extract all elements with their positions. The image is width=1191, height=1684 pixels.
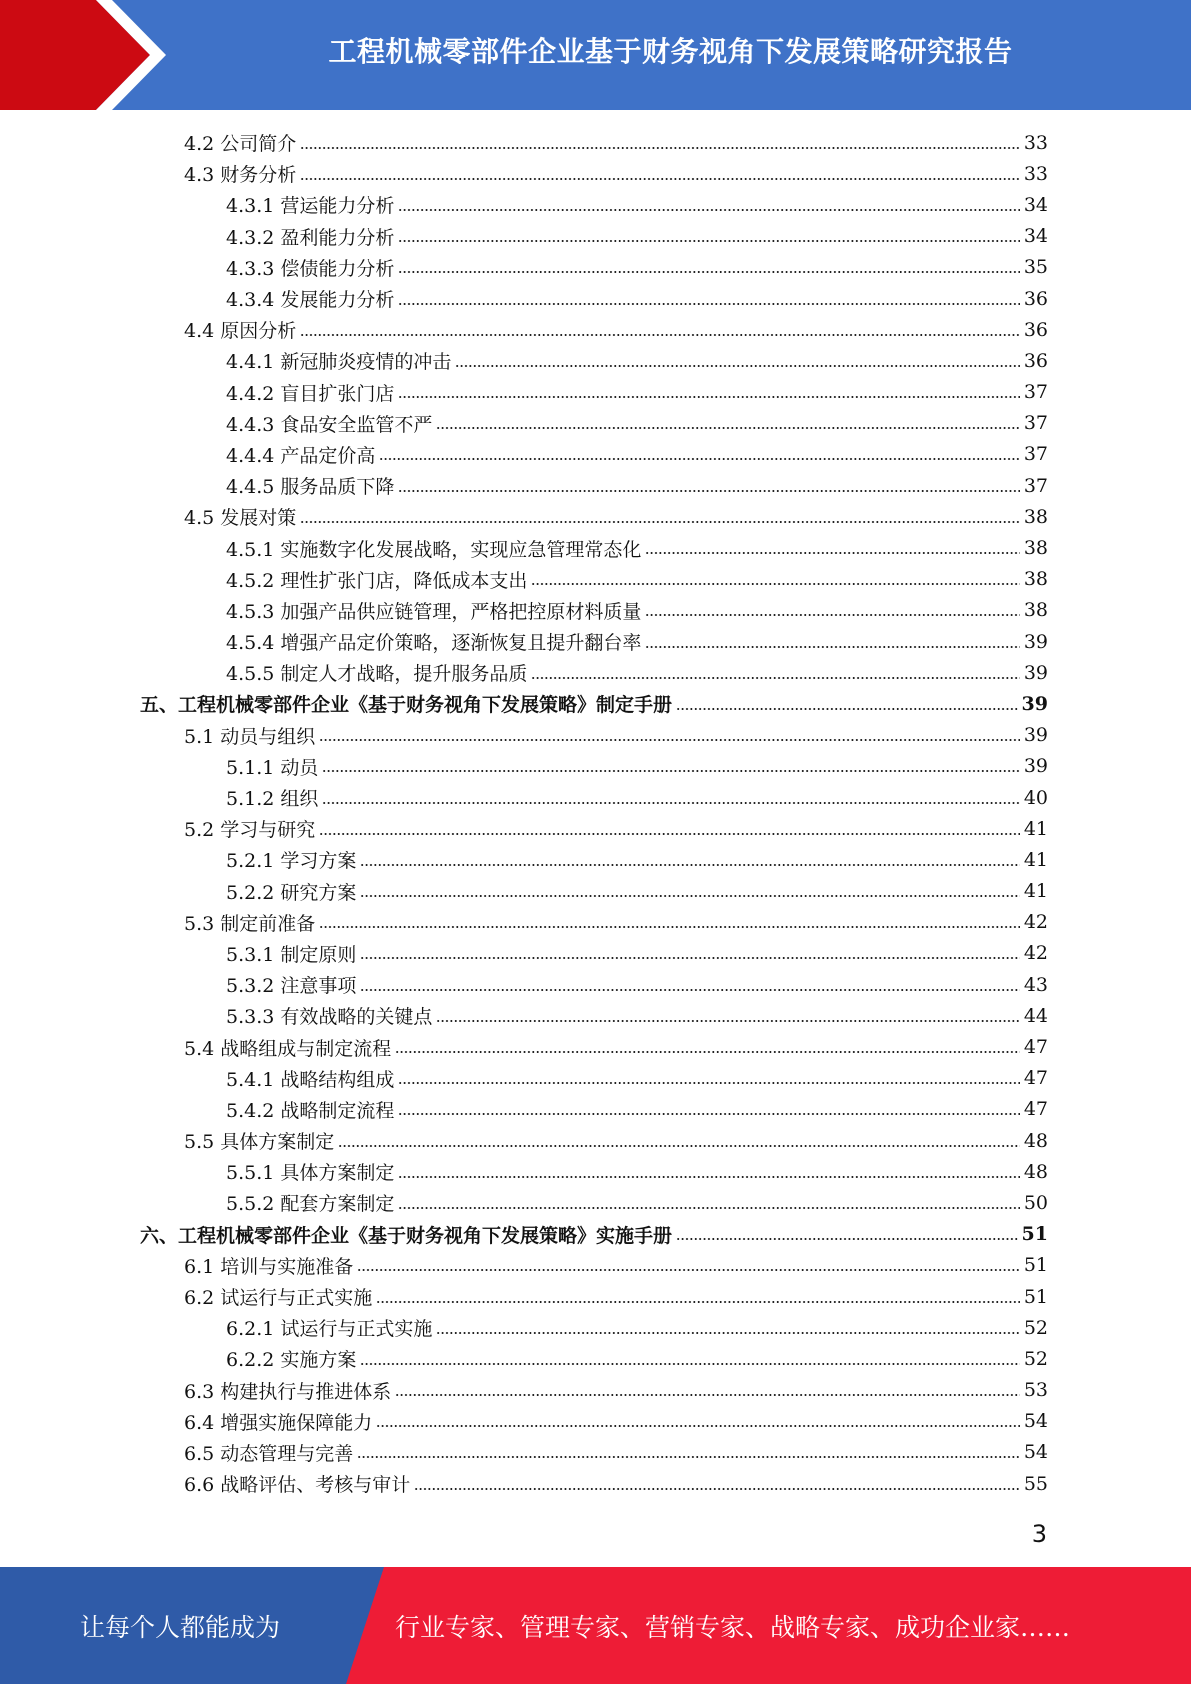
toc-entry[interactable] bbox=[140, 720, 1048, 751]
toc-entry-page: 39 bbox=[1023, 724, 1048, 747]
page-footer bbox=[0, 1567, 1191, 1684]
toc-entry[interactable] bbox=[140, 1343, 1048, 1374]
report-title: 工程机械零部件企业基于财务视角下发展策略研究报告 bbox=[328, 35, 1013, 68]
toc-entry-page: 44 bbox=[1023, 1004, 1048, 1027]
toc-entry-page: 48 bbox=[1023, 1129, 1048, 1152]
toc-entry-label: 5.1 动员与组织 bbox=[184, 722, 317, 749]
toc-entry-label: 6.5 动态管理与完善 bbox=[184, 1439, 355, 1466]
toc-entry-page: 51 bbox=[1021, 1223, 1048, 1246]
toc-entry-page: 39 bbox=[1023, 661, 1048, 684]
toc-entry-label: 4.5.3 加强产品供应链管理，严格把控原材料质量 bbox=[226, 597, 643, 624]
footer-slogan-right: 行业专家、管理专家、营销专家、战略专家、成功企业家…… bbox=[395, 1612, 1071, 1642]
toc-entry[interactable] bbox=[140, 470, 1048, 501]
toc-entry[interactable] bbox=[140, 314, 1048, 345]
toc-dot-leader bbox=[376, 1299, 1020, 1305]
toc-entry[interactable] bbox=[140, 657, 1048, 688]
toc-entry-page: 33 bbox=[1023, 131, 1048, 154]
toc-dot-leader bbox=[398, 207, 1019, 213]
toc-entry-label: 5.5.1 具体方案制定 bbox=[226, 1158, 396, 1185]
toc-entry-label: 5.3 制定前准备 bbox=[184, 909, 317, 936]
toc-entry-page: 55 bbox=[1023, 1472, 1048, 1495]
toc-entry-label: 4.5.5 制定人才战略，提升服务品质 bbox=[226, 659, 529, 686]
toc-entry-page: 47 bbox=[1023, 1098, 1048, 1121]
toc-dot-leader bbox=[360, 893, 1019, 899]
toc-entry[interactable] bbox=[140, 221, 1048, 252]
table-of-contents bbox=[140, 127, 1048, 1499]
toc-entry-page: 36 bbox=[1023, 349, 1048, 372]
toc-dot-leader bbox=[414, 1486, 1020, 1492]
toc-dot-leader bbox=[436, 425, 1019, 431]
toc-entry-label: 5.4 战略组成与制定流程 bbox=[184, 1034, 393, 1061]
toc-entry-label: 5.5 具体方案制定 bbox=[184, 1127, 336, 1154]
toc-entry[interactable] bbox=[140, 1000, 1048, 1031]
toc-entry-label: 5.2 学习与研究 bbox=[184, 815, 317, 842]
toc-dot-leader bbox=[398, 1111, 1019, 1117]
toc-dot-leader bbox=[357, 1454, 1020, 1460]
toc-entry-page: 47 bbox=[1023, 1036, 1048, 1059]
toc-entry[interactable] bbox=[140, 1250, 1048, 1281]
toc-entry-label: 4.3 财务分析 bbox=[184, 160, 298, 187]
toc-entry-page: 38 bbox=[1023, 505, 1048, 528]
toc-dot-leader bbox=[398, 301, 1019, 307]
toc-entry-page: 38 bbox=[1023, 599, 1048, 622]
toc-entry[interactable] bbox=[140, 158, 1048, 189]
toc-entry-label: 4.5.4 增强产品定价策略，逐渐恢复且提升翻台率 bbox=[226, 628, 643, 655]
toc-entry-label: 5.3.2 注意事项 bbox=[226, 971, 358, 998]
toc-entry[interactable] bbox=[140, 813, 1048, 844]
toc-entry[interactable] bbox=[140, 1281, 1048, 1312]
toc-dot-leader bbox=[319, 737, 1020, 743]
toc-entry-label: 五、工程机械零部件企业《基于财务视角下发展策略》制定手册 bbox=[140, 690, 674, 717]
toc-dot-leader bbox=[319, 831, 1020, 837]
toc-entry-label: 6.6 战略评估、考核与审计 bbox=[184, 1470, 412, 1497]
toc-entry-label: 4.3.2 盈利能力分析 bbox=[226, 223, 396, 250]
toc-entry[interactable] bbox=[140, 345, 1048, 376]
toc-entry-label: 5.4.2 战略制定流程 bbox=[226, 1096, 396, 1123]
toc-entry-page: 53 bbox=[1023, 1379, 1048, 1402]
toc-entry-page: 34 bbox=[1023, 193, 1048, 216]
toc-dot-leader bbox=[360, 987, 1019, 993]
toc-entry-label: 5.2.1 学习方案 bbox=[226, 846, 358, 873]
toc-entry-label: 6.2.1 试运行与正式实施 bbox=[226, 1314, 434, 1341]
toc-entry-page: 39 bbox=[1023, 755, 1048, 778]
toc-dot-leader bbox=[300, 176, 1020, 182]
toc-entry[interactable] bbox=[140, 626, 1048, 657]
toc-entry[interactable] bbox=[140, 1406, 1048, 1437]
toc-entry-label: 4.2 公司简介 bbox=[184, 129, 298, 156]
toc-dot-leader bbox=[455, 363, 1019, 369]
toc-entry[interactable] bbox=[140, 408, 1048, 439]
toc-entry[interactable] bbox=[140, 377, 1048, 408]
toc-entry[interactable] bbox=[140, 1375, 1048, 1406]
toc-entry-label: 5.3.3 有效战略的关键点 bbox=[226, 1002, 434, 1029]
toc-entry[interactable] bbox=[140, 876, 1048, 907]
toc-entry-page: 41 bbox=[1023, 817, 1048, 840]
toc-entry-label: 4.3.4 发展能力分析 bbox=[226, 285, 396, 312]
toc-entry-label: 4.4.2 盲目扩张门店 bbox=[226, 379, 396, 406]
toc-dot-leader bbox=[676, 1236, 1018, 1242]
toc-entry-page: 48 bbox=[1023, 1160, 1048, 1183]
toc-dot-leader bbox=[338, 1143, 1020, 1149]
toc-entry[interactable] bbox=[140, 1468, 1048, 1499]
toc-entry[interactable] bbox=[140, 1094, 1048, 1125]
toc-dot-leader bbox=[395, 1392, 1020, 1398]
toc-dot-leader bbox=[398, 394, 1019, 400]
toc-dot-leader bbox=[398, 1080, 1019, 1086]
toc-dot-leader bbox=[531, 581, 1019, 587]
toc-entry-label: 4.4.4 产品定价高 bbox=[226, 441, 377, 468]
toc-dot-leader bbox=[645, 550, 1019, 556]
toc-entry-label: 4.4 原因分析 bbox=[184, 316, 298, 343]
toc-entry-label: 5.3.1 制定原则 bbox=[226, 940, 358, 967]
toc-entry[interactable] bbox=[140, 1156, 1048, 1187]
toc-entry[interactable] bbox=[140, 252, 1048, 283]
toc-entry-page: 51 bbox=[1023, 1254, 1048, 1277]
toc-dot-leader bbox=[531, 675, 1019, 681]
toc-entry[interactable] bbox=[140, 532, 1048, 563]
toc-dot-leader bbox=[357, 1267, 1020, 1273]
toc-dot-leader bbox=[398, 269, 1019, 275]
toc-dot-leader bbox=[398, 1174, 1019, 1180]
toc-entry[interactable] bbox=[140, 1063, 1048, 1094]
page-number: 3 bbox=[1031, 1520, 1047, 1548]
toc-entry-page: 54 bbox=[1023, 1410, 1048, 1433]
toc-entry-page: 36 bbox=[1023, 318, 1048, 341]
toc-entry[interactable] bbox=[140, 1437, 1048, 1468]
toc-dot-leader bbox=[645, 644, 1019, 650]
toc-dot-leader bbox=[379, 456, 1019, 462]
toc-entry-label: 6.2 试运行与正式实施 bbox=[184, 1283, 374, 1310]
toc-entry[interactable] bbox=[140, 751, 1048, 782]
toc-entry-page: 42 bbox=[1023, 942, 1048, 965]
toc-dot-leader bbox=[322, 800, 1019, 806]
toc-entry-label: 5.5.2 配套方案制定 bbox=[226, 1189, 396, 1216]
toc-entry[interactable] bbox=[140, 501, 1048, 532]
toc-entry-page: 51 bbox=[1023, 1285, 1048, 1308]
toc-entry-label: 4.3.3 偿债能力分析 bbox=[226, 254, 396, 281]
toc-entry-page: 52 bbox=[1023, 1316, 1048, 1339]
toc-entry-label: 六、工程机械零部件企业《基于财务视角下发展策略》实施手册 bbox=[140, 1221, 674, 1248]
toc-entry-page: 35 bbox=[1023, 256, 1048, 279]
toc-dot-leader bbox=[376, 1423, 1020, 1429]
toc-entry-page: 47 bbox=[1023, 1067, 1048, 1090]
toc-entry[interactable] bbox=[140, 1187, 1048, 1218]
toc-entry-label: 6.3 构建执行与推进体系 bbox=[184, 1377, 393, 1404]
toc-entry-label: 6.4 增强实施保障能力 bbox=[184, 1408, 374, 1435]
toc-entry-page: 37 bbox=[1023, 474, 1048, 497]
toc-dot-leader bbox=[676, 706, 1018, 712]
toc-dot-leader bbox=[360, 862, 1019, 868]
toc-entry-label: 4.3.1 营运能力分析 bbox=[226, 191, 396, 218]
toc-dot-leader bbox=[300, 332, 1020, 338]
toc-entry-label: 5.1.1 动员 bbox=[226, 753, 320, 780]
toc-entry-page: 42 bbox=[1023, 911, 1048, 934]
toc-entry[interactable] bbox=[140, 1031, 1048, 1062]
toc-entry-page: 37 bbox=[1023, 412, 1048, 435]
toc-entry-page: 52 bbox=[1023, 1347, 1048, 1370]
toc-entry-page: 37 bbox=[1023, 443, 1048, 466]
toc-dot-leader bbox=[436, 1018, 1019, 1024]
toc-entry[interactable] bbox=[140, 969, 1048, 1000]
toc-entry-page: 37 bbox=[1023, 381, 1048, 404]
page-header bbox=[0, 0, 1191, 110]
toc-entry-page: 39 bbox=[1023, 630, 1048, 653]
toc-entry[interactable] bbox=[140, 782, 1048, 813]
toc-entry-page: 41 bbox=[1023, 880, 1048, 903]
toc-entry[interactable] bbox=[140, 564, 1048, 595]
toc-entry-page: 36 bbox=[1023, 287, 1048, 310]
toc-entry-label: 5.4.1 战略结构组成 bbox=[226, 1065, 396, 1092]
toc-entry-page: 38 bbox=[1023, 537, 1048, 560]
toc-entry[interactable] bbox=[140, 189, 1048, 220]
toc-entry-page: 43 bbox=[1023, 973, 1048, 996]
toc-dot-leader bbox=[360, 1361, 1019, 1367]
toc-dot-leader bbox=[645, 612, 1019, 618]
toc-entry-page: 33 bbox=[1023, 162, 1048, 185]
toc-entry[interactable] bbox=[140, 439, 1048, 470]
toc-entry-label: 4.4.5 服务品质下降 bbox=[226, 472, 396, 499]
toc-dot-leader bbox=[360, 955, 1019, 961]
toc-entry-page: 40 bbox=[1023, 786, 1048, 809]
toc-dot-leader bbox=[395, 1049, 1020, 1055]
toc-entry-label: 5.2.2 研究方案 bbox=[226, 878, 358, 905]
toc-entry[interactable] bbox=[140, 844, 1048, 875]
toc-dot-leader bbox=[319, 924, 1020, 930]
toc-entry-page: 50 bbox=[1023, 1191, 1048, 1214]
toc-entry[interactable] bbox=[140, 688, 1048, 719]
toc-entry[interactable] bbox=[140, 1219, 1048, 1250]
toc-entry-page: 38 bbox=[1023, 568, 1048, 591]
toc-entry-label: 5.1.2 组织 bbox=[226, 784, 320, 811]
toc-entry[interactable] bbox=[140, 127, 1048, 158]
toc-entry-label: 6.2.2 实施方案 bbox=[226, 1345, 358, 1372]
toc-entry[interactable] bbox=[140, 283, 1048, 314]
toc-entry[interactable] bbox=[140, 907, 1048, 938]
toc-entry-page: 54 bbox=[1023, 1441, 1048, 1464]
toc-entry-label: 6.1 培训与实施准备 bbox=[184, 1252, 355, 1279]
toc-entry[interactable] bbox=[140, 1125, 1048, 1156]
toc-dot-leader bbox=[398, 488, 1019, 494]
toc-entry[interactable] bbox=[140, 938, 1048, 969]
toc-entry-page: 39 bbox=[1021, 692, 1048, 715]
toc-entry[interactable] bbox=[140, 1312, 1048, 1343]
toc-entry-page: 34 bbox=[1023, 225, 1048, 248]
toc-dot-leader bbox=[436, 1330, 1019, 1336]
footer-slogan-left: 让每个人都能成为 bbox=[79, 1612, 280, 1642]
toc-entry-page: 41 bbox=[1023, 848, 1048, 871]
toc-entry-label: 4.5.1 实施数字化发展战略，实现应急管理常态化 bbox=[226, 535, 643, 562]
toc-dot-leader bbox=[300, 145, 1020, 151]
toc-entry[interactable] bbox=[140, 595, 1048, 626]
toc-entry-label: 4.4.1 新冠肺炎疫情的冲击 bbox=[226, 347, 453, 374]
toc-entry-label: 4.5 发展对策 bbox=[184, 503, 298, 530]
toc-dot-leader bbox=[398, 1205, 1019, 1211]
toc-dot-leader bbox=[398, 238, 1019, 244]
toc-entry-label: 4.4.3 食品安全监管不严 bbox=[226, 410, 434, 437]
toc-dot-leader bbox=[300, 519, 1020, 525]
toc-entry-label: 4.5.2 理性扩张门店，降低成本支出 bbox=[226, 566, 529, 593]
toc-dot-leader bbox=[322, 768, 1019, 774]
